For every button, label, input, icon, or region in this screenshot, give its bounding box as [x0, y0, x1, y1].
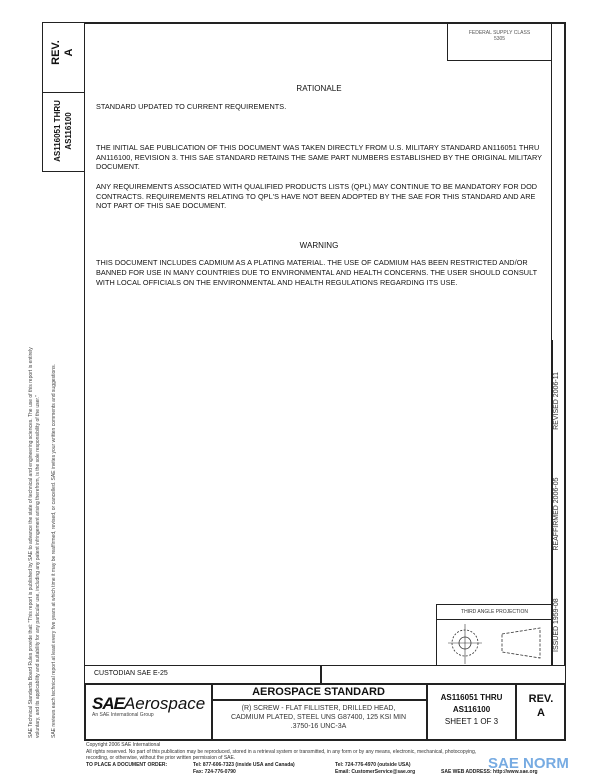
projection-label: THIRD ANGLE PROJECTION	[461, 609, 528, 615]
logo-sae: SAE	[92, 694, 124, 713]
note-line: SAE reviews each technical report at least every five years at which time it may be reaffirmed, revised, or cancelled. SAE invites your written comments and suggestions.	[51, 364, 57, 738]
top-line	[551, 22, 565, 24]
order-label: TO PLACE A DOCUMENT ORDER:	[86, 762, 168, 768]
rev-value: A	[537, 707, 545, 719]
doc-number-2: AS116100	[64, 112, 73, 150]
sae-norm-watermark: SAE NORM	[488, 755, 569, 772]
document-body	[96, 84, 542, 287]
warning-text: THIS DOCUMENT INCLUDES CADMIUM AS A PLATING MATERIAL. THE USE OF CADMIUM HAS BEEN RESTRICTED AND/OR BANNED FOR USE IN MANY COUNTRIES DUE TO ENVIRONMENTAL AND HEALTH CONCERNS. THE USER SHOULD CONSULT WITH LOCAL OFFICIALS ON THE ENVIRONMENTAL AND HEALTH REGULATIONS REGARDING ITS USE.	[96, 258, 538, 287]
issued-date: ISSUED 1959-08	[553, 598, 560, 652]
fsc-value: 5305	[493, 36, 506, 42]
note-line: voluntary, and its applicability and suitability for any particular use, including any patent infringement arising therefrom, is the sole responsibility of the user."	[34, 395, 41, 738]
rev-value: A	[63, 48, 75, 57]
rationale-heading: RATIONALE	[296, 84, 342, 93]
email[interactable]: Email: CustomerService@sae.org	[335, 769, 416, 775]
third-angle-projection-symbol	[440, 620, 550, 666]
reaffirmed-date: REAFFIRMED 2006-05	[553, 477, 560, 551]
rev-label: REV.	[528, 693, 554, 705]
desc-line: CADMIUM PLATED, STEEL UNS G87400, 125 KSI MIN	[230, 714, 407, 721]
standard-heading: AEROSPACE STANDARD	[252, 686, 385, 698]
paragraph: THE INITIAL SAE PUBLICATION OF THIS DOCUMENT WAS TAKEN DIRECTLY FROM U.S. MILITARY STANDARD AN116051 THRU AN116100, REVISION 3. THIS SAE STANDARD RETAINS THE SAME PART NUMBERS ESTABLISHED BY THE ORIGINAL MILITARY DOCUMENT.	[96, 143, 542, 172]
warning-heading: WARNING	[299, 240, 339, 250]
doc-strip-text	[52, 96, 74, 166]
tel-outside: Tel: 724-776-4970 (outside USA)	[335, 762, 411, 768]
tb-divider	[211, 699, 426, 701]
desc-line: .3750-16 UNC-3A	[290, 723, 347, 730]
custodian-divider	[320, 665, 322, 684]
document-number	[428, 692, 515, 728]
custodian: CUSTODIAN SAE E-25	[94, 670, 168, 677]
desc-line: (R) SCREW - FLAT FILLISTER, DRILLED HEAD,	[241, 705, 396, 712]
rev-label: REV.	[50, 40, 62, 65]
doc-number-2: AS116100	[452, 705, 491, 714]
rationale-text: STANDARD UPDATED TO CURRENT REQUIREMENTS.	[96, 101, 287, 111]
tel-us: Tel: 877-606-7323 (inside USA and Canada)	[193, 762, 295, 768]
fax: Fax: 724-776-0790	[193, 769, 236, 775]
sheet-number: SHEET 1 OF 3	[444, 717, 499, 726]
revised-date: REVISED 2006-11	[553, 372, 560, 430]
doc-number-1: AS116051 THRU	[53, 100, 62, 162]
paragraph: ANY REQUIREMENTS ASSOCIATED WITH QUALIFIED PRODUCTS LISTS (QPL) MAY CONTINUE TO BE MANDATORY FOR DOD CONTRACTS. REQUIREMENTS RELATING TO QPL'S HAVE NOT BEEN ADOPTED BY THE SAE FOR THIS STANDARD AND ARE NOT PART OF THIS SAE DOCUMENT.	[96, 181, 538, 211]
right-strip-line	[564, 22, 566, 666]
logo-aerospace: Aerospace	[123, 694, 206, 713]
part-description	[211, 704, 426, 731]
copyright: Copyright 2006 SAE International	[86, 742, 161, 748]
revision	[516, 692, 566, 720]
date-strip	[553, 372, 560, 652]
rights-text: recording, or otherwise, without the prior written permission of SAE.	[86, 755, 236, 762]
rights-text: All rights reserved. No part of this publication may be reproduced, stored in a retrieval system or transmitted, in any form or by any means, electronic, mechanical, photocopying,	[86, 748, 477, 755]
doc-number-1: AS116051 THRU	[440, 693, 503, 702]
sae-aerospace-logo	[92, 694, 205, 718]
fsc-label: FEDERAL SUPPLY CLASS	[468, 30, 531, 36]
web-address[interactable]: SAE WEB ADDRESS: http://www.sae.org	[441, 769, 538, 775]
logo-subtitle: An SAE International Group	[92, 712, 154, 718]
note-line: SAE Technical Standards Board Rules provide that: "This report is published by SAE to advance the state of technical and engineering sciences. The use of this report is entirely	[28, 347, 34, 738]
fsc-box	[447, 22, 552, 61]
rev-strip-text	[50, 25, 76, 80]
left-notes	[28, 347, 58, 738]
